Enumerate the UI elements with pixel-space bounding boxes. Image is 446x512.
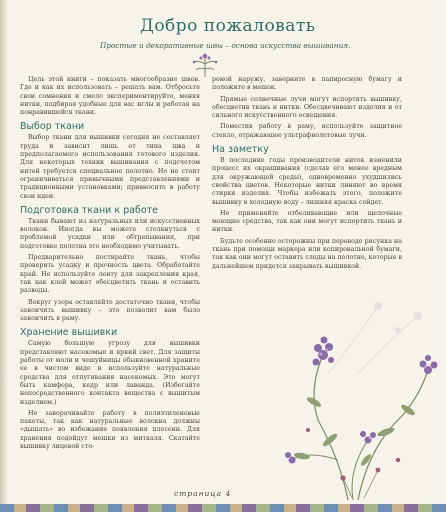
section-heading-notes: На заметку <box>212 144 269 156</box>
sunlight-paragraph: Прямые солнечные лучи могут испортить вышивку, обесцветив ткань и нитки. Обесцвечивают изделия и от сильного искусственного освещения. <box>212 95 402 120</box>
storage-paragraph-2: Не заворачивайте работу в полиэтиленовые пакеты, так как натуральные волокна должны «дышать» во избежание появления плесени. Для хранения подойдут мешки из миткаля. Скатайте вышивку лицевой сто- <box>20 409 200 450</box>
page-subtitle: Простые и декоративные швы – основа искусства вышивания. <box>100 41 351 50</box>
section-heading-fabric-prep: Подготовка ткани к работе <box>20 204 159 216</box>
notes-paragraph-2: Не применяйте отбеливающие или щелочные моющие средства, так как они могут испортить ткань и нитки. <box>212 209 402 234</box>
storage-continued-paragraph: роной наружу, заверните в папиросную бумагу и положите в мешок. <box>212 76 402 92</box>
intro-paragraph: Цель этой книги – показать многообразие швов. Где и как их использовать – решать вам. Отбросьте свои сомнения и смело экспериментируйте, меняя нитки, подбирая удобные для вас иглы и работая на понравившейся ткани. <box>20 76 200 117</box>
fabric-prep-paragraph-2: Предварительно постирайте ткань, чтобы проверить усадку и прочность цвета. Обработайте край. Не используйте ленту для закрепления края, так как клей может обесцветить ткань и оставить разводы. <box>20 254 200 295</box>
section-heading-storage: Хранение вышивки <box>20 327 118 339</box>
sprig-ornament-icon <box>187 50 223 78</box>
page-title: Добро пожаловать <box>140 16 316 36</box>
fabric-prep-paragraph-1: Ткани бывают из натуральных или искусственных волокон. Иногда вы можете столкнуться с проблемой усадки или обтрепывания, при подготовке полотна это необходимо учитывать. <box>20 217 200 250</box>
page-gutter-shadow <box>0 0 8 512</box>
fabric-prep-paragraph-3: Вокруг узора оставляйте достаточно ткани, чтобы закончить вышивку – это позволит вам было закончить в раму. <box>20 298 200 323</box>
storage-paragraph-1: Самую большую угрозу для вышивки представляют насекомые и яркий свет. Для защиты работы от моли и чешуйницы обыкновенной храните ее в чистом виде и используйте натуральные средства для отпугивания насекомых. Это могут быть камфора, кедр или лаванда. (Избегайте непосредственного контакта вещества с вышитым изделием.) <box>20 340 200 406</box>
left-text-column <box>20 76 200 454</box>
page-number: страница 4 <box>174 489 232 498</box>
frame-glass-paragraph: Поместив работу в раму, используйте защитное стекло, отражающее ультрафиолетовые лучи. <box>212 123 402 139</box>
fabric-choice-paragraph: Выбор ткани для вышивки сегодня не составляет труда и зависит лишь от типа шва и предполагаемого использования готового изделия. Для некоторых техник вышивания с подсчетом нитей требуется специальное полотно. Но не стоит ограничиваться привычными представлениями и традиционными установками; привносите в работу свои идеи. <box>20 134 200 200</box>
bottom-decorative-strip <box>0 504 446 512</box>
section-heading-fabric-choice: Выбор ткани <box>20 121 85 133</box>
notes-paragraph-1: В последние годы производители ниток изменили процесс их окрашивания (сделав его менее вредным для окружающей среды), одновременно ухудшились свойства цветов. Некоторые нитки линяют во время стирки изделия. Чтобы избежать этого, положите вышивку в холодную воду – лишняя краска сойдет. <box>212 157 402 206</box>
right-text-column <box>212 76 402 274</box>
notes-paragraph-3: Будьте особенно осторожны при переводе рисунка на ткань при помощи маркера или копировальной бумаги, так как они могут оставить следы на полотне, которые в дальнейшем придется закрывать вышивкой. <box>212 237 402 270</box>
lilac-flower-illustration <box>278 310 446 502</box>
